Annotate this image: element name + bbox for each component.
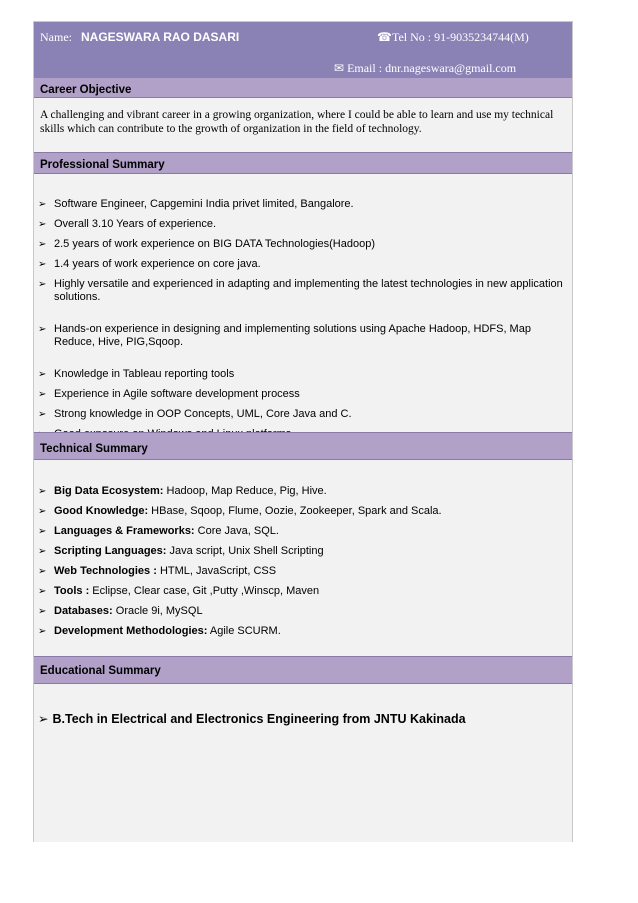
professional-summary-item: ➢ Highly versatile and experienced in adapting and implementing the latest technologies in new application solutions. xyxy=(38,278,563,303)
email-icon: ✉ xyxy=(334,61,345,75)
technical-summary-item xyxy=(38,505,566,518)
arrow-bullet-icon: ➢ xyxy=(38,409,47,420)
email-block: ✉ Email : dnr.nageswara@gmail.com xyxy=(334,61,517,75)
professional-summary-item: ➢ Hands-on experience in designing and implementing solutions using Apache Hadoop, HDFS, Map Reduce, Hive, PIG,Sqoop. xyxy=(38,323,531,348)
technical-summary-item xyxy=(38,605,566,618)
tel-value: 91-9035234744(M) xyxy=(434,30,529,44)
technical-summary-value: Oracle 9i, MySQL xyxy=(115,605,203,617)
arrow-bullet-icon: ➢ xyxy=(38,606,47,617)
resume-page xyxy=(33,21,573,842)
arrow-bullet-icon: ➢ xyxy=(38,279,47,290)
arrow-bullet-icon: ➢ xyxy=(38,546,47,557)
technical-summary-value: Eclipse, Clear case, Git ,Putty ,Winscp, Maven xyxy=(92,585,320,597)
professional-summary-item: ➢ Software Engineer, Capgemini India privet limited, Bangalore. xyxy=(38,198,354,210)
arrow-bullet-icon: ➢ xyxy=(38,486,47,497)
technical-summary-label: Databases: xyxy=(54,605,113,617)
arrow-bullet-icon: ➢ xyxy=(38,626,47,637)
arrow-bullet-icon: ➢ xyxy=(38,324,47,335)
professional-summary-item: ➢ 2.5 years of work experience on BIG DATA Technologies(Hadoop) xyxy=(38,238,376,250)
arrow-bullet-icon: ➢ xyxy=(38,259,47,270)
technical-summary-label: Scripting Languages: xyxy=(54,545,167,557)
technical-summary-list xyxy=(38,485,566,645)
technical-summary-item xyxy=(38,625,566,638)
arrow-bullet-icon: ➢ xyxy=(38,506,47,517)
technical-summary-value: Hadoop, Map Reduce, Pig, Hive. xyxy=(166,485,327,497)
technical-summary-label: Big Data Ecosystem: xyxy=(54,485,164,497)
arrow-bullet-icon: ➢ xyxy=(38,369,47,380)
technical-summary-value: Agile SCURM. xyxy=(209,625,281,637)
educational-summary-heading: Educational Summary xyxy=(34,656,572,684)
professional-summary-item: ➢ 1.4 years of work experience on core java. xyxy=(38,258,261,270)
arrow-bullet-icon: ➢ xyxy=(38,526,47,537)
technical-summary-heading: Technical Summary xyxy=(34,432,572,460)
professional-summary-heading: Professional Summary xyxy=(34,152,572,174)
technical-summary-label: Web Technologies : xyxy=(54,565,157,577)
technical-summary-value: HTML, JavaScript, CSS xyxy=(159,565,277,577)
technical-summary-label: Tools : xyxy=(54,585,90,597)
technical-summary-label: Development Methodologies: xyxy=(54,625,208,637)
technical-summary-value: HBase, Sqoop, Flume, Oozie, Zookeeper, Spark and Scala. xyxy=(151,505,442,517)
technical-summary-label: Good Knowledge: xyxy=(54,505,149,517)
professional-summary-item: ➢ Strong knowledge in OOP Concepts, UML, Core Java and C. xyxy=(38,408,352,420)
arrow-bullet-icon: ➢ xyxy=(38,389,47,400)
professional-summary-item: ➢ Knowledge in Tableau reporting tools xyxy=(38,368,235,380)
arrow-bullet-icon: ➢ xyxy=(38,712,49,726)
arrow-bullet-icon: ➢ xyxy=(38,239,47,250)
technical-summary-item xyxy=(38,485,566,498)
technical-summary-item xyxy=(38,545,566,558)
name-label: Name: xyxy=(40,30,72,44)
arrow-bullet-icon: ➢ xyxy=(38,199,47,210)
technical-summary-value: Java script, Unix Shell Scripting xyxy=(169,545,324,557)
educational-summary-band xyxy=(34,684,572,842)
technical-summary-label: Languages & Frameworks: xyxy=(54,525,195,537)
technical-summary-item xyxy=(38,585,566,598)
phone-icon: ☎ xyxy=(377,30,392,44)
email-value: dnr.nageswara@gmail.com xyxy=(385,61,517,75)
professional-summary-item: ➢ Overall 3.10 Years of experience. xyxy=(38,218,217,230)
technical-summary-item xyxy=(38,565,566,578)
professional-summary-item: ➢ Experience in Agile software development process xyxy=(38,388,300,400)
arrow-bullet-icon: ➢ xyxy=(38,566,47,577)
tel-block: ☎Tel No : 91-9035234744(M) xyxy=(377,30,529,44)
education-item: ➢ B.Tech in Electrical and Electronics Engineering from JNTU Kakinada xyxy=(38,712,466,726)
candidate-name: NAGESWARA RAO DASARI xyxy=(81,30,240,44)
arrow-bullet-icon: ➢ xyxy=(38,586,47,597)
career-objective-text: A challenging and vibrant career in a growing organization, where I could be able to learn and use my technical skills which can contribute to the growth of organization in the field of technology. xyxy=(40,109,554,135)
arrow-bullet-icon: ➢ xyxy=(38,219,47,230)
contact-header xyxy=(34,22,572,78)
professional-summary-list xyxy=(38,198,566,448)
technical-summary-item xyxy=(38,525,566,538)
career-objective-heading: Career Objective xyxy=(34,78,572,98)
technical-summary-value: Core Java, SQL. xyxy=(197,525,279,537)
